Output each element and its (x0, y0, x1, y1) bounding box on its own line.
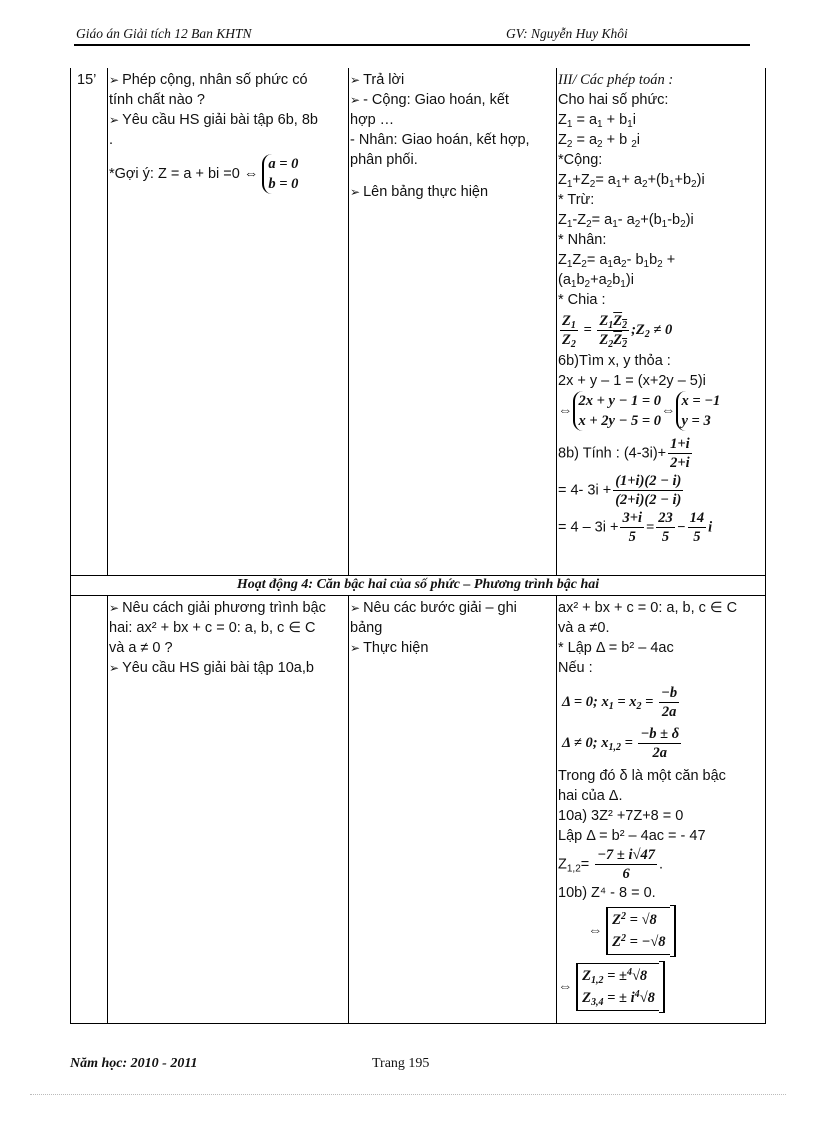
list-item: và a ≠ 0 ? (109, 640, 173, 656)
arrow-bullet-icon: ➢ (350, 73, 361, 87)
formula-delta-nonzero: Δ ≠ 0; $x_{1,2}$ = $\frac{-b \pm \delta}{2a}$ (562, 726, 680, 761)
list-item: - Nhân: Giao hoán, kết hợp, (350, 132, 530, 148)
content-line: 10b) Z⁴ - 8 = 0. (558, 885, 656, 901)
header-course-title: Giáo án Giải tích 12 Ban KHTN (76, 26, 252, 41)
list-item: . (109, 132, 114, 148)
student-activity-1 (350, 70, 530, 202)
hint-line: *Gợi ý: Z = a + bi =0 ⇔ a = 0 b = 0 (109, 156, 299, 192)
content-line: Nếu : (558, 660, 593, 676)
list-item: ➢ Yêu cầu HS giải bài tập 10a,b (109, 660, 314, 676)
row-divider-bottom (71, 595, 765, 596)
list-item: ➢ - Cộng: Giao hoán, kết (350, 92, 509, 108)
content-line: * Trừ: (558, 192, 595, 208)
content-line: * Lập Δ = b² – 4ac (558, 640, 674, 656)
arrow-bullet-icon: ➢ (109, 113, 120, 127)
arrow-bullet-icon: ➢ (109, 601, 120, 615)
lesson-table (70, 68, 766, 1024)
col-divider-teacher-2 (348, 595, 349, 1023)
list-item: hai: ax² + bx + c = 0: a, b, c ∈ C (109, 620, 316, 636)
formula-sum: $Z_1+Z_2= a_1+ a_2+(b_1+b_2)i$ (558, 172, 705, 190)
teacher-activity-2 (109, 598, 326, 678)
formula-diff: $Z_1-Z_2= a_1-$ $a_2+(b_1-b_2)i$ (558, 212, 694, 230)
content-line: * Chia : (558, 292, 606, 308)
list-item: ➢ Yêu cầu HS giải bài tập 6b, 8b (109, 112, 318, 128)
hint-system: a = 0 b = 0 (262, 154, 298, 194)
formula-z2: $Z_2 = a_2 + b$ $_2$i (558, 132, 640, 150)
content-line: và a ≠0. (558, 620, 610, 636)
page-header (74, 26, 750, 46)
arrow-bullet-icon: ➢ (350, 601, 361, 615)
content-line: Trong đó δ là một căn bậc (558, 768, 726, 784)
formula-z-squared: ⇔ $Z^2 = √8$ $Z^2 = -√8$ (588, 905, 737, 957)
content-line: Cho hai số phức: (558, 92, 669, 108)
content-line: ax² + bx + c = 0: a, b, c ∈ C (558, 600, 738, 616)
page-bottom-divider (30, 1094, 786, 1095)
formula-z1: $Z_1 = a_1 + b_1i$ (558, 112, 636, 130)
arrow-bullet-icon: ➢ (350, 185, 361, 199)
content-line: *Cộng: (558, 152, 603, 168)
formula-division: $\frac{Z_1}{Z_2}$ = $\frac{Z_1Z_2}{Z_2Z_2}$ $;Z_2 \ne 0$ (562, 313, 673, 350)
content-line: * Nhân: (558, 232, 607, 248)
section-title: III/ Các phép toán : (558, 72, 674, 88)
activity-4-title: Hoạt động 4: Căn bậc hai của số phức – Phương trình bậc hai (236, 577, 600, 592)
col-divider-time-2 (107, 595, 108, 1023)
content-line: Lập Δ = b² – 4ac = - 47 (558, 828, 706, 844)
list-item: ➢ Nêu cách giải phương trình bậc (109, 600, 326, 616)
arrow-bullet-icon: ➢ (109, 73, 120, 87)
content-line: 6b)Tìm x, y thỏa : (558, 353, 671, 369)
list-item: ➢ Lên bảng thực hiện (350, 184, 489, 200)
content-line: hai của Δ. (558, 788, 623, 804)
arrow-bullet-icon: ➢ (350, 641, 361, 655)
list-item: ➢ Phép cộng, nhân số phức có (109, 72, 308, 88)
exercise-8b-line3: = 4 – 3i + $\frac{3+i}{5}$ = $\frac{23}{5}$ − $\frac{14}{5}$ i (558, 510, 713, 545)
exercise-8b-line2: = 4- 3i + $\frac{(1+i)(2 - i)}{(2+i)(2 - i)}$ (558, 473, 682, 508)
content-line: 10a) 3Z² +7Z+8 = 0 (558, 808, 684, 824)
student-activity-2 (350, 598, 517, 658)
formula-z12: $Z_{1,2}=$ $\frac{-7 \pm i√47}{6}$ . (558, 847, 664, 882)
list-item: ➢ Trả lời (350, 72, 405, 88)
formula-z-roots: ⇔ $Z_{1,2} = \pm^4√8$ $Z_{3,4}$ = ± $i^4√8$ (558, 961, 737, 1013)
formula-delta-zero: Δ = 0; $x_1 = x_2$ = $\frac{-b}{2a}$ (562, 685, 678, 720)
list-item: hợp … (350, 112, 395, 128)
list-item: phân phối. (350, 152, 418, 168)
list-item: ➢ Nêu các bước giải – ghi (350, 600, 517, 616)
header-teacher: GV: Nguyễn Huy Khôi (506, 26, 628, 41)
col-divider-time (107, 68, 108, 575)
formula-product-cont: $(a_1b_2+a_2b_1)i$ (558, 272, 634, 290)
arrow-bullet-icon: ➢ (350, 93, 361, 107)
formula-product: $Z_1Z_2= a_1a_2-$ $b_1b_2$ + (558, 252, 676, 270)
exercise-8b-line1: 8b) Tính : (4-3i)+ $\frac{1+i}{2+i}$ (558, 436, 690, 471)
list-item: ➢ Thực hiện (350, 640, 429, 656)
time-cell: 15’ (77, 72, 97, 88)
col-divider-student (556, 68, 557, 575)
lesson-content-1 (558, 70, 720, 546)
list-item: bảng (350, 620, 383, 636)
col-divider-student-2 (556, 595, 557, 1023)
footer-school-year: Năm học: 2010 - 2011 (70, 1056, 198, 1071)
arrow-bullet-icon: ➢ (109, 661, 120, 675)
exercise-6b-system: ⇔ 2x + y − 1 = 0 x + 2y − 5 = 0 ⇔ x = −1 y = 3 (558, 393, 721, 429)
col-divider-teacher (348, 68, 349, 575)
content-line: 2x + y – 1 = (x+2y – 5)i (558, 373, 706, 389)
list-item: tính chất nào ? (109, 92, 205, 108)
footer-page-number: Trang 195 (372, 1056, 430, 1071)
teacher-activity-1 (109, 70, 318, 194)
lesson-content-2 (558, 598, 737, 1013)
